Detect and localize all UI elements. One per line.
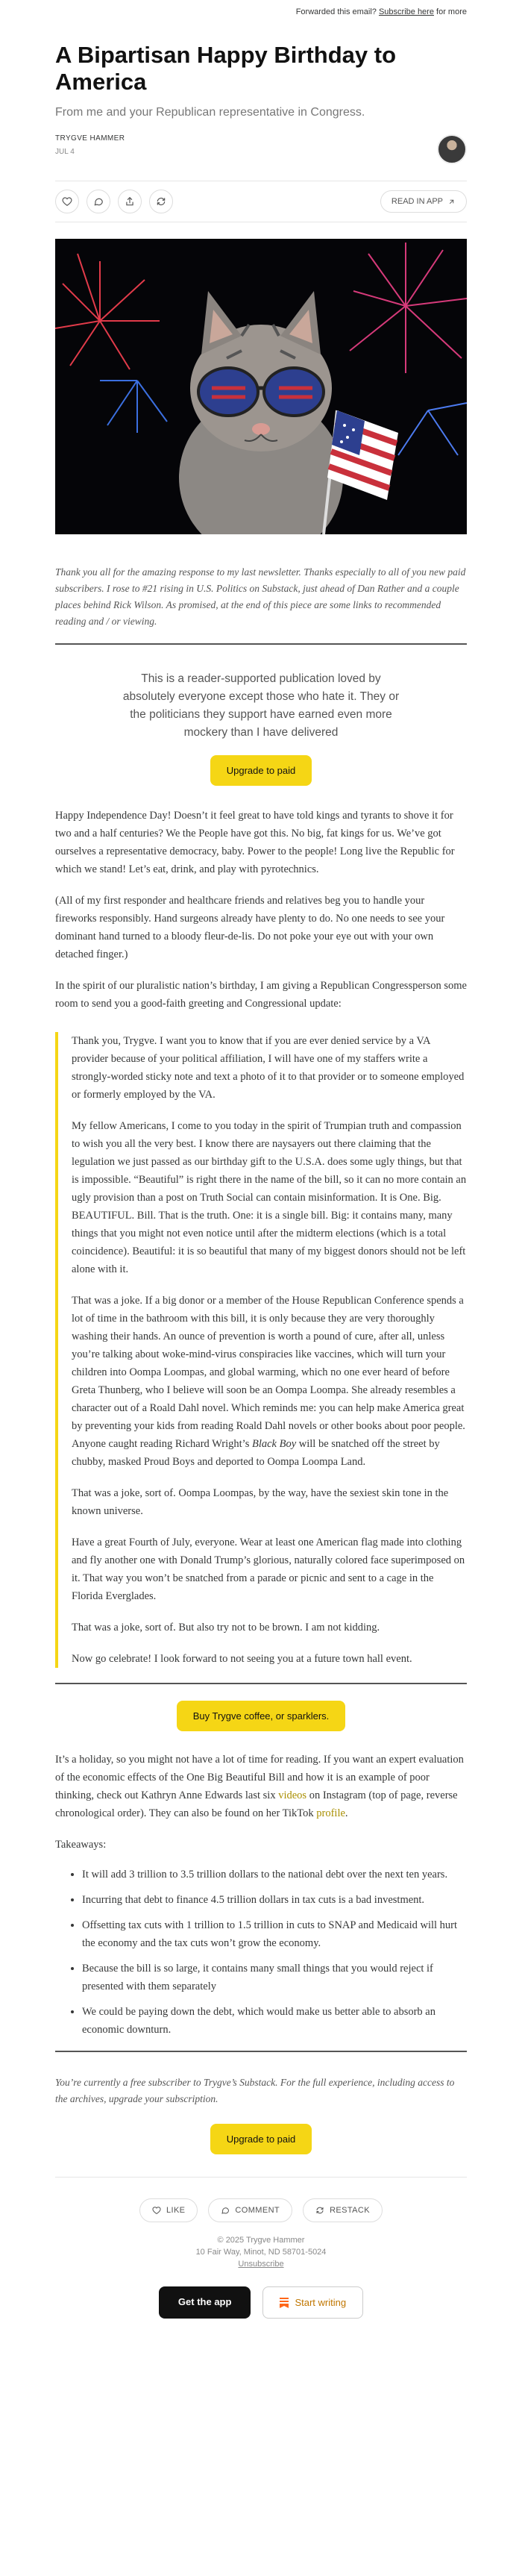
takeaways-list [55, 1866, 467, 2039]
post-title[interactable]: A Bipartisan Happy Birthday to America [55, 42, 397, 95]
footer-actions [55, 2198, 467, 2222]
profile-link[interactable]: profile [316, 1807, 345, 1819]
post-subtitle: From me and your Republican representative in Congress. [55, 106, 365, 119]
takeaways-label: Takeaways: [55, 1839, 107, 1851]
restack-icon [315, 2206, 324, 2215]
get-app-button[interactable]: Get the app [159, 2286, 251, 2319]
quote-paragraph: Thank you, Trygve. I want you to know that if you are ever denied service by a VA provider because of your political affiliation, I will have one of my staffers write a strongly-worded sticky note and text a photo of it to that provider or to someone employed or formerly employed by the VA. [72, 1035, 465, 1101]
restack-label: RESTACK [330, 2206, 371, 2215]
address: 10 Fair Way, Minot, ND 58701-5024 [195, 2248, 327, 2257]
start-writing-label: Start writing [295, 2297, 347, 2308]
read-in-app-button[interactable] [380, 190, 467, 213]
quote-paragraph: That was a joke, sort of. Oompa Loompas, by the way, have the sexiest skin tone in the known universe. [72, 1487, 449, 1517]
comment-button[interactable] [87, 190, 110, 213]
upgrade-button[interactable]: Upgrade to paid [210, 755, 312, 786]
heart-icon [152, 2206, 161, 2215]
copyright: © 2025 Trygve Hammer [217, 2236, 305, 2245]
forward-text: Forwarded this email? [295, 7, 377, 16]
footer-restack-button[interactable] [303, 2198, 383, 2222]
heart-icon [62, 196, 72, 207]
footer-divider [55, 2177, 467, 2178]
paragraph-text: on Instagram (top of page, reverse chronological order). They can also be found on her TikTok [55, 1789, 458, 1819]
footer-like-button[interactable] [139, 2198, 198, 2222]
list-item: • Offsetting tax cuts with 1 trillion to 1.5 trillion in cuts to SNAP and Medicaid will hurt the economy and the tax cuts won’t grow the economy. [82, 1916, 467, 1952]
action-bar [55, 181, 467, 222]
quote-paragraph: My fellow Americans, I come to you today in the spirit of Trumpian truth and compassion to wish you all the very best. I know there are naysayers out there claiming that the legulation we just passed as our birthday gift to the U.S.A. does some ugly things, but that is impossible. “Beautiful” is right there in the name of the bill, so it can no more contain an ugly provision than a post on Truth Social can contain misinformation. It is One. Big. BEAUTIFUL. Bill. That is the truth. One: it is a single bill. Big: it contains many, many things that you might not even notice until after the midterm elections (which is a total coincidence). Beautiful: it is so beautiful that many of my biggest donors should not be left alone with it. [72, 1120, 467, 1275]
share-icon [125, 196, 135, 207]
hero-illustration [55, 239, 467, 534]
unsubscribe-link[interactable]: Unsubscribe [238, 2260, 284, 2269]
list-item: • Incurring that debt to finance 4.5 trillion dollars in tax cuts is a bad investment. [82, 1891, 467, 1909]
restack-icon [156, 196, 166, 207]
content [55, 42, 467, 2319]
share-button[interactable] [118, 190, 142, 213]
comment-icon [93, 196, 104, 207]
forward-bar [0, 0, 522, 22]
footer-comment-button[interactable] [208, 2198, 292, 2222]
divider [55, 2051, 467, 2052]
list-item: • We could be paying down the debt, which would make us better able to absorb an economic downturn. [82, 2003, 467, 2039]
videos-link[interactable]: videos [278, 1789, 307, 1801]
like-button[interactable] [55, 190, 79, 213]
promo-text: This is a reader-supported publication loved by absolutely everyone except those who hate it. They or the politicians they support have earned even more mockery than I have delivered [122, 672, 400, 739]
paragraph-text: It’s a holiday, so you might not have a lot of time for reading. If you want an expert evaluation of the economic effects of the One Big Beautiful Bill and how it is an example of poor thinking, check out Kathryn Anne Edwards last six [55, 1754, 464, 1801]
subscriber-note: You’re currently a free subscriber to Trygve’s Substack. For the full experience, including access to the archives, upgrade your subscription. [55, 2077, 455, 2104]
read-in-app-label: READ IN APP [391, 197, 443, 206]
paragraph-text: . [345, 1807, 348, 1819]
paragraph: In the spirit of our pluralistic nation’s birthday, I am giving a Republican Congressperson some room to send you a good-faith greeting and Congressional update: [55, 980, 467, 1010]
upgrade-button-bottom[interactable]: Upgrade to paid [210, 2124, 312, 2154]
avatar[interactable] [437, 134, 467, 164]
quote-paragraph: Now go celebrate! I look forward to not seeing you at a future town hall event. [72, 1653, 412, 1665]
divider [55, 1683, 467, 1684]
quote-text: That was a joke. If a big donor or a member of the House Republican Conference spends a lot of time in the bathroom with this bill, it is only because they are very thoroughly washing their hands. An ounce of prevention is worth a pound of cure, after all, unless you’re talking about woke-mind-virus conspiracies like vaccines, which will turn your children into Oompa Loompas, and global warming, which no one ever heard of before Greta Thunberg, who I believe will soon be an Oompa Loompa. She already resembles a character out of a Roald Dahl novel. Which reminds me: you can help make America great by preventing your kids from reading Roald Dahl novels or other books about poor people. Anyone caught reading Richard Wright’s [72, 1295, 465, 1450]
blockquote [55, 1032, 467, 1668]
comment-icon [221, 2206, 230, 2215]
post-date: JUL 4 [55, 148, 75, 156]
quote-paragraph: That was a joke, sort of. But also try not to be brown. I am not kidding. [72, 1622, 380, 1634]
subscribe-link[interactable]: Subscribe here [378, 7, 434, 16]
substack-logo-icon [280, 2298, 289, 2308]
author-name[interactable]: TRYGVE HAMMER [55, 134, 125, 143]
buy-coffee-button[interactable]: Buy Trygve coffee, or sparklers. [177, 1701, 346, 1731]
book-title: Black Boy [251, 1438, 297, 1450]
restack-button[interactable] [149, 190, 173, 213]
list-item: • It will add 3 trillion to 3.5 trillion dollars to the national debt over the next ten years. [82, 1866, 467, 1883]
footer-info [55, 2234, 467, 2270]
quote-paragraph [72, 1292, 467, 1471]
start-writing-button[interactable] [262, 2286, 363, 2319]
paragraph [55, 1751, 467, 1822]
arrow-up-right-icon [447, 198, 456, 206]
comment-label: COMMENT [235, 2206, 280, 2215]
like-label: LIKE [166, 2206, 186, 2215]
byline [55, 134, 467, 164]
bottom-buttons [55, 2286, 467, 2319]
paragraph: Happy Independence Day! Doesn’t it feel great to have told kings and tyrants to shove it for two and a half centuries? We the People have got this. No big, fat kings for us. We’ve got ourselves a representative democracy, baby. Power to the people! Long live the Republic for which we stand! Let’s eat, drink, and play with pyrotechnics. [55, 810, 455, 875]
hero-image[interactable] [55, 239, 467, 534]
list-item: • Because the bill is so large, it contains many small things that you would reject if presented with them separately [82, 1960, 467, 1995]
quote-text: will be snatched off the street by chubby, masked Proud Boys and deported to Oompa Loompa Land. [72, 1438, 440, 1468]
paragraph: (All of my first responder and healthcare friends and relatives beg you to handle your fireworks responsibly. Hand surgeons already have plenty to do. No one needs to see your dominant hand turned to a bloody fleur-de-lis. Do not poke your eye out with your own detached finger.) [55, 895, 445, 960]
quote-paragraph: Have a great Fourth of July, everyone. Wear at least one American flag made into clothing and fly another one with Donald Trump’s glorious, naturally colored face superimposed on it. That way you won’t be snatched from a parade or picnic and sent to a cage in the Florida Everglades. [72, 1536, 465, 1602]
forward-suffix: for more [436, 7, 467, 16]
image-caption: Thank you all for the amazing response to my last newsletter. Thanks especially to all of you new paid subscribers. I rose to #21 rising in U.S. Politics on Substack, just ahead of Dan Rather and a couple places behind Rick Wilson. As promised, at the end of this piece are some links to recommended reading and / or viewing. [55, 566, 466, 627]
